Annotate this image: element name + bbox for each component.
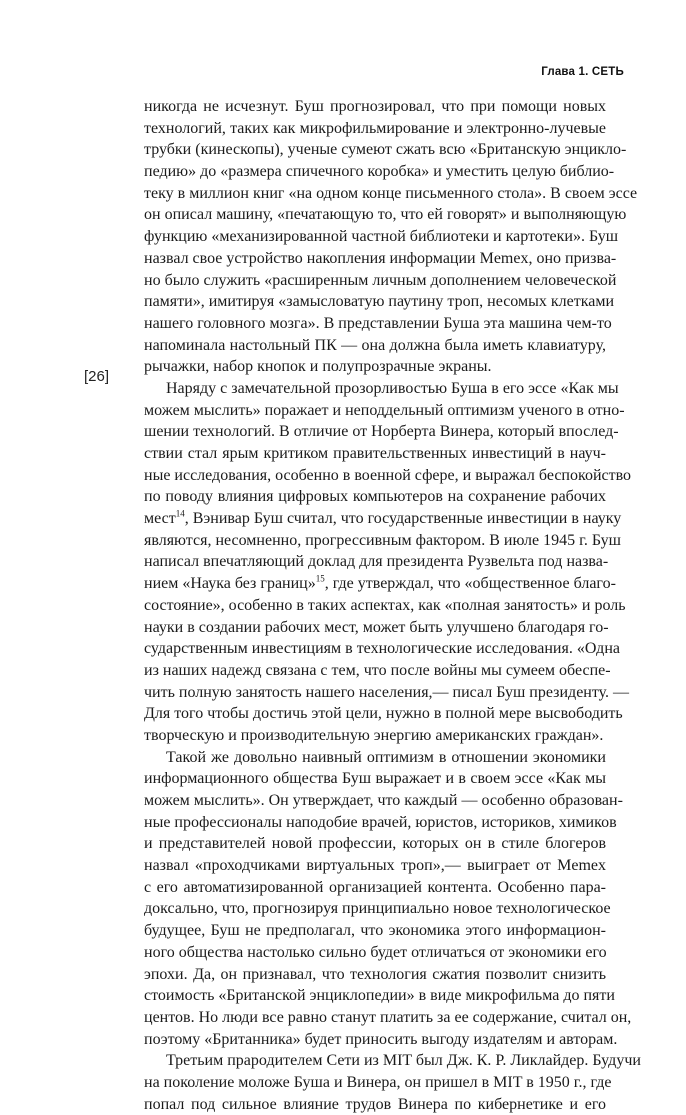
text-line: поэтому «Британника» будет приносить выгоду издателям и авторам. — [144, 1030, 618, 1048]
text-line-with-footnote — [144, 508, 622, 530]
text-line: назвал «проходчиками виртуальных троп»,— выиграет от Memex — [144, 857, 606, 875]
text-line: эпохи. Да, он признавал, что технология сжатия позволит снизить — [144, 965, 606, 983]
body-text — [144, 96, 641, 1115]
text-line: информационного общества Буш выражает и в своем эссе «Как мы — [144, 770, 606, 788]
text-line: никогда не исчезнут. Буш прогнозировал, что при помощи новых — [144, 98, 606, 115]
text-line: напоминала настольный ПК — она должна была иметь клавиатуру, — [144, 336, 606, 354]
text-line: по поводу влияния цифровых компьютеров на сохранение рабочих — [144, 488, 606, 506]
footnote-marker: 14 — [175, 508, 185, 519]
text-fragment: мест — [144, 510, 176, 528]
text-line: ные профессионалы наподобие врачей, юристов, историков, химиков — [144, 813, 617, 831]
text-line: трубки (кинескопы), ученые сумеют сжать всю «Британскую энцикло- — [144, 141, 627, 159]
text-line: можем мыслить» поражает и неподдельный оптимизм ученого в отно- — [144, 401, 625, 419]
text-line: чить полную занятость нашего населения,— писал Буш президенту. — — [144, 683, 630, 701]
text-line: и представителей новой профессии, которых он в стиле блогеров — [144, 835, 606, 853]
text-line: педию» до «размера спичечного коробка» и уместить целую библио- — [144, 163, 615, 181]
text-line: Наряду с замечательной прозорливостью Буша в его эссе «Как мы — [166, 379, 619, 397]
page-number: [26] — [84, 368, 110, 385]
text-line: теку в миллион книг «на одном конце письменного стола». В своем эссе — [144, 184, 638, 202]
text-line: состояние», особенно в таких аспектах, как «полная занятость» и роль — [144, 596, 626, 614]
text-line: но было служить «расширенным личным дополнением человеческой — [144, 271, 617, 289]
text-line: науки в создании рабочих мест, может быть улучшено благодаря го- — [144, 618, 609, 636]
text-line: нашего головного мозга». В представлении Буша эта машина чем-то — [144, 314, 612, 332]
text-line: технологий, таких как микрофильмирование и электронно-лучевые — [144, 119, 606, 137]
text-line: памяти», имитируя «замысловатую паутину троп, несомых клетками — [144, 293, 615, 311]
text-line: шении технологий. В отличие от Норберта Винера, который впослед- — [144, 423, 619, 441]
text-line: функцию «механизированной частной библиотеки и картотеки». Буш — [144, 228, 619, 246]
text-fragment: , где утверждал, что «общественное благо- — [324, 575, 616, 593]
text-line: являются, несомненно, прогрессивным фактором. В июле 1945 г. Буш — [144, 531, 621, 549]
text-line: он описал машину, «печатающую то, что ей говорят» и выполняющую — [144, 206, 627, 224]
footnote-marker: 15 — [315, 573, 325, 584]
text-line: ные исследования, особенно в военной сфере, и выражал беспокойство — [144, 466, 632, 484]
text-line: сударственным инвестициям в технологические исследования. «Одна — [144, 640, 620, 658]
text-line: будущее, Буш не предполагал, что экономика этого информацион- — [144, 922, 606, 940]
text-line: написал впечатляющий доклад для президента Рузвельта под назва- — [144, 553, 609, 571]
text-line: Для того чтобы достичь этой цели, нужно в полной мере высвободить — [144, 705, 623, 723]
text-line: доксально, что, прогнозируя принципиально новое технологическое — [144, 900, 611, 918]
text-line: попал под сильное влияние трудов Винера по кибернетике и его — [144, 1095, 606, 1113]
text-line: можем мыслить». Он утверждает, что каждый — особенно образован- — [144, 792, 623, 809]
text-line: ного общества настолько сильно будет отличаться от экономики его — [144, 943, 607, 961]
text-line: Третьим прародителем Сети из MIT был Дж. К. Р. Ликлайдер. Будучи — [166, 1052, 641, 1070]
text-line: Такой же довольно наивный оптимизм в отношении экономики — [166, 748, 606, 766]
text-line: центов. Но люди все равно станут платить за ее содержание, считал он, — [144, 1008, 632, 1026]
text-fragment: нием «Наука без границ» — [144, 575, 316, 593]
text-line: рычажки, набор кнопок и полупрозрачные экраны. — [144, 358, 492, 376]
text-line: назвал свое устройство накопления информации Memex, оно призва- — [144, 249, 617, 267]
text-fragment: , Вэнивар Буш считал, что государственные инвестиции в науку — [184, 510, 622, 528]
text-line: на поколение моложе Буша и Винера, он пришел в MIT в 1950 г., где — [144, 1073, 612, 1091]
text-line-with-footnote — [144, 573, 616, 595]
text-line: с его автоматизированной организацией контента. Особенно пара- — [144, 878, 606, 896]
text-line: творческую и производительную энергию американских граждан». — [144, 726, 604, 744]
text-line: из наших надежд связана с тем, что после войны мы сумеем обеспе- — [144, 661, 611, 679]
running-head: Глава 1. СЕТЬ — [541, 66, 624, 78]
text-line: стоимость «Британской энциклопедии» в виде микрофильма до пяти — [144, 987, 615, 1005]
text-line: ствии стал ярым критиком правительственных инвестиций в науч- — [144, 445, 606, 462]
